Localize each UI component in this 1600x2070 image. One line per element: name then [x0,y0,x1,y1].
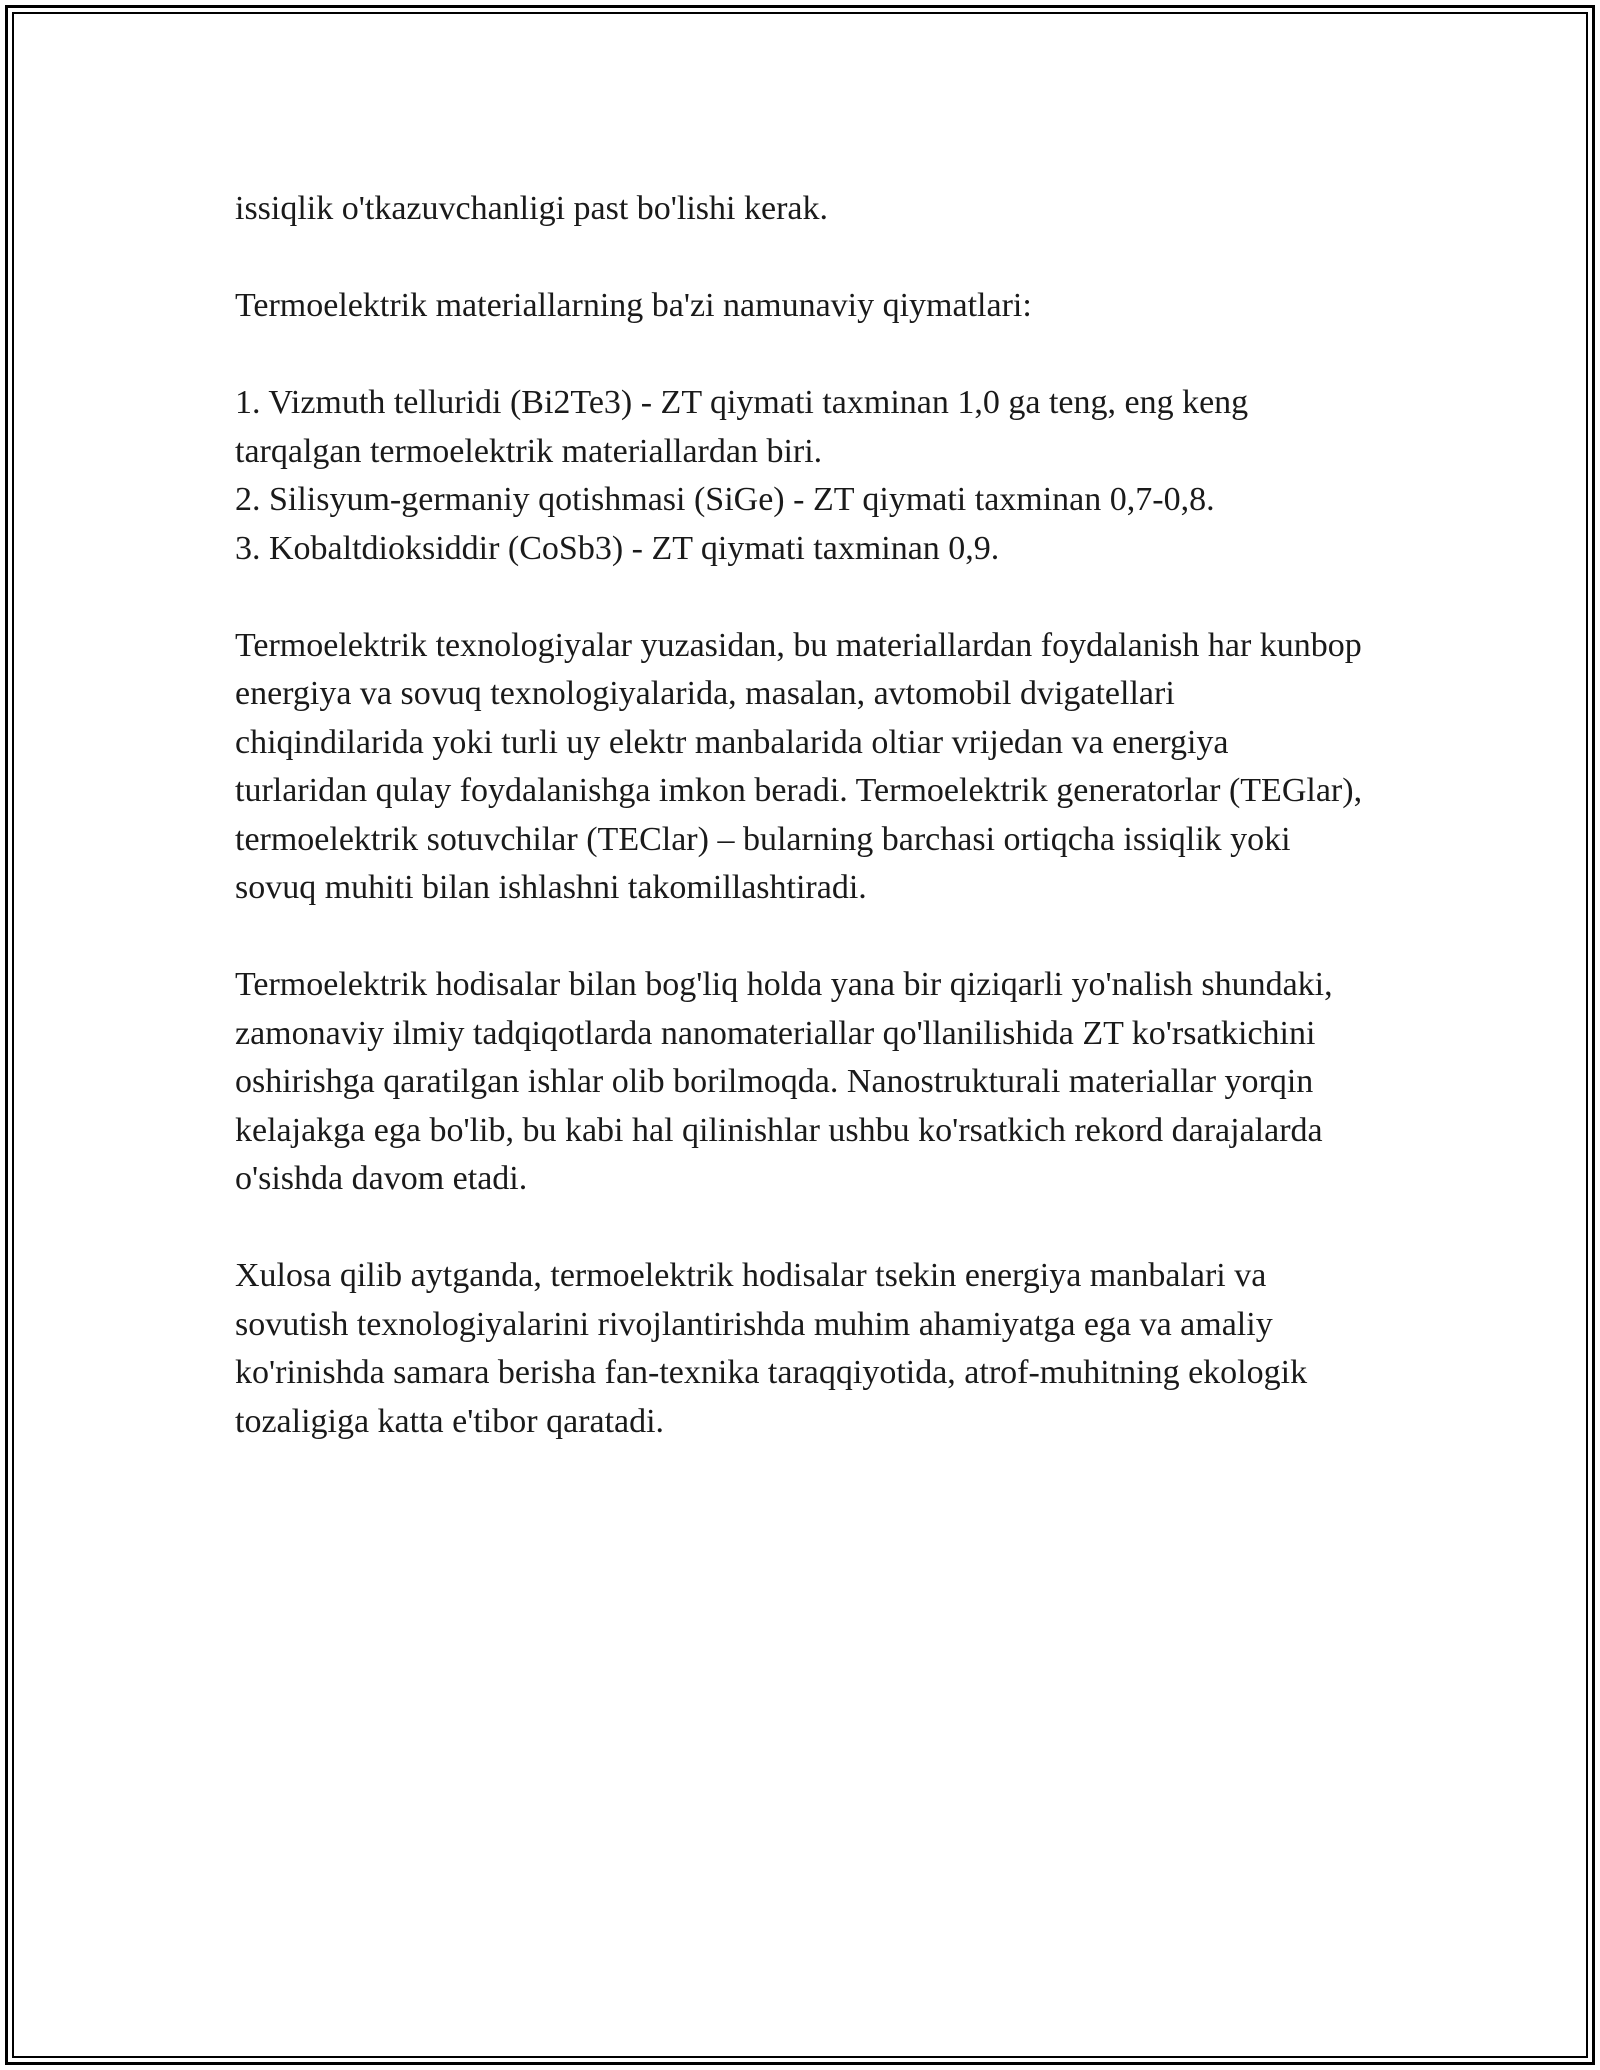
list-item-cosb3: 3. Kobaltdioksiddir (CoSb3) - ZT qiymati taxminan 0,9. [235,529,1000,567]
paragraph-list-intro: Termoelektrik materiallarning ba'zi namunaviy qiymatlari: [235,287,1032,324]
list-item-sige: 2. Silisyum-germaniy qotishmasi (SiGe) - ZT qiymati taxminan 0,7-0,8. [235,481,1215,518]
paragraph-nanomaterials: Termoelektrik hodisalar bilan bog'liq holda yana bir qiziqarli yo'nalish shundaki, zamonaviy ilmiy tadqiqotlarda nanomateriallar qo'llanilishida ZT ko'rsatkichini oshirishga qaratilgan ishlar olib borilmoqda. Nanostrukturali materiallar yorqin kelajakga ega bo'lib, bu kabi hal qilinishlar ushbu ko'rsatkich rekord darajalarda o'sishda davom etadi. [235,966,1333,1197]
document-body [235,185,1365,1495]
paragraph-technologies: Termoelektrik texnologiyalar yuzasidan, bu materiallardan foydalanish har kunbop energiya va sovuq texnologiyalarida, masalan, avtomobil dvigatellari chiqindilarida yoki turli uy elektr manbalarida oltiar vrijedan va energiya turlaridan qulay foydalanishga imkon beradi. Termoelektrik generatorlar (TEGlar), termoelektrik sotuvchilar (TEClar) – bularning barchasi ortiqcha issiqlik yoki sovuq muhiti bilan ishlashni takomillashtiradi. [235,626,1363,906]
paragraph-conclusion: Xulosa qilib aytganda, termoelektrik hodisalar tsekin energiya manbalari va sovutish texnologiyalarini rivojlantirishda muhim ahamiyatga ega va amaliy ko'rinishda samara berisha fan-texnika taraqqiyotida, atrof-muhitning ekologik tozaligiga katta e'tibor qaratadi. [235,1257,1308,1440]
list-item-bi2te3: 1. Vizmuth telluridi (Bi2Te3) - ZT qiymati taxminan 1,0 ga teng, eng keng tarqalgan termoelektrik materiallardan biri. [235,384,1249,470]
paragraph-continuation: issiqlik o'tkazuvchanligi past bo'lishi kerak. [235,190,828,227]
